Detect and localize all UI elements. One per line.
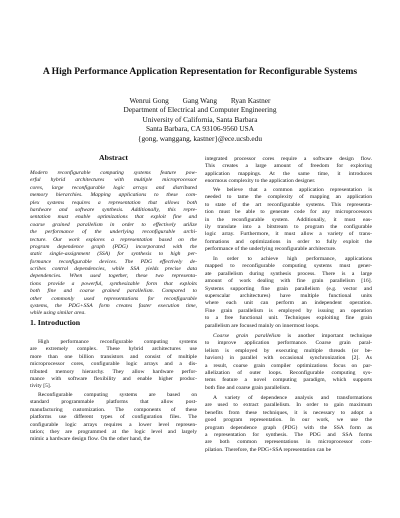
text-line: static single-assignment (SSA) for synthesis to high per- — [30, 251, 197, 258]
text-line: scribes control dependencies, while SSA yields precise data — [30, 266, 197, 273]
text-line: tation; they are programmed at the logic level and largely — [30, 428, 197, 435]
text-line: standard programmable platforms that allow post- — [30, 399, 197, 406]
text-line: A variety of dependence analysis and transformations — [213, 395, 372, 401]
text-line: This creates a large amount of freedom for exploring — [205, 163, 372, 170]
text-line: erful hybrid architectures with multiple microprocessor — [30, 177, 197, 184]
text-line: mance with software flexibility and enable higher produc- — [30, 375, 197, 382]
text-line: tion must be able to generate code for any microprocessors — [205, 209, 372, 216]
text-line: ily translate into a bitstream to program the configurable — [205, 223, 372, 230]
text-line: needed to tame the complexity of mapping an application — [205, 194, 372, 201]
author-email: {gong, wanggang, kastner}@ece.ucsb.edu — [138, 133, 262, 143]
author-block — [0, 96, 400, 143]
text-line: logic array. Furthermore, it must allow a variety of trans- — [205, 231, 372, 238]
text-line: integrated processor cores require a software design flow. — [205, 156, 372, 162]
abstract-text — [30, 170, 197, 318]
text-line: tems feature a novel computing paradigm, which supports — [205, 377, 372, 384]
paper-title: A High Performance Application Representation for Reconfigurable Systems — [42, 66, 358, 77]
right-paragraph-1 — [205, 156, 372, 186]
text-line: tions provide a powerful, synthesizable form that exploits — [30, 280, 197, 287]
text-line: ate parallelism during synthesis process. There is a large — [205, 270, 372, 277]
text-line: are used to extract parallelism. In order to gain maximum — [205, 402, 372, 409]
text-line: mapped to reconfigurable computing systems must gener- — [205, 263, 372, 270]
text-line: plex systems requires a representation that allows both — [30, 199, 197, 206]
text-line: Modern reconfigurable computing systems feature pow- — [30, 170, 197, 176]
author-names — [0, 96, 400, 105]
right-paragraph-2 — [205, 187, 372, 254]
text-line: where each unit can perform an independent operation. — [205, 300, 372, 307]
text-line: amount of work dealing with fine grain parallelism [16]. — [205, 278, 372, 285]
text-line: microprocessor cores, configurable logic arrays and a dis- — [30, 361, 197, 368]
text-line: allelization of outer loops. Reconfigurable computing sys- — [205, 369, 372, 376]
text-line: mimic a hardware design flow. On the other hand, the — [30, 436, 151, 443]
abstract-heading: Abstract — [98, 153, 128, 162]
text-line: memory hierarchies. Mapping applications to these com- — [30, 192, 197, 199]
text-line: platforms use different types of configuration files. The — [30, 414, 197, 421]
author-name: Ryan Kastner — [230, 96, 271, 105]
text-line: tecture. Our work explores a representation based on the — [30, 236, 197, 243]
text-line: dependencies. When used together, these two representa- — [30, 273, 197, 280]
text-line: other commonly used representations for reconfigurable — [30, 295, 197, 302]
text-line: Coarse grain parallelism is another important technique — [213, 333, 372, 339]
text-line: haviors) in parallel with occasional synchronization [2]. As — [205, 355, 372, 362]
text-line: Systems supporting fine grain parallelism (e.g. vector and — [205, 285, 372, 292]
text-line: performance of the underlying reconfigurable architecture. — [205, 246, 337, 253]
text-line: are both common representations in microprocessor com- — [205, 439, 372, 446]
text-line: Fine grain parallelism is employed by issuing an operation — [205, 307, 372, 314]
text-line: program dependence graph (PDG) incorporated with the — [30, 243, 197, 250]
text-line: formations and optimizations in order to fully exploit the — [205, 238, 372, 245]
text-line: tivity [5]. — [30, 383, 52, 390]
right-paragraph-3 — [205, 256, 372, 330]
text-line: superscalar architectures) have multiple functional units — [205, 292, 372, 299]
author-address: Santa Barbara, CA 93106-9560 USA — [145, 124, 255, 134]
intro-paragraph-1 — [30, 339, 197, 391]
right-paragraph-5 — [205, 395, 372, 454]
text-line: both fine and coarse grained parallelism. Compared to — [30, 288, 197, 295]
text-line: cores, large reconfigurable logic arrays and distributed — [30, 184, 197, 191]
text-line: hardware and software synthesis. Additionally, this repre- — [30, 206, 197, 213]
text-line: a representation for synthesis. The PDG and SSA forms — [205, 431, 372, 438]
text-line: sentation must enable optimizations that exploit fine and — [30, 214, 197, 221]
text-line: a result, coarse grain compiler optimizations focus on par- — [205, 362, 372, 369]
text-line: coarse grained parallelism in order to effectively utilize — [30, 221, 197, 228]
text-line: more than one billion transistors and consist of multiple — [30, 353, 197, 360]
text-line: configurable logic arrays requires a lower level represen- — [30, 421, 197, 428]
text-line: manufacturing customization. The components of these — [30, 406, 197, 413]
text-line: enormous complexity to the application designer. — [205, 178, 316, 185]
introduction-heading: 1. Introduction — [30, 318, 81, 327]
author-department: Department of Electrical and Computer Engineering — [123, 105, 277, 115]
text-line: application mappings. At the same time, it introduces — [205, 170, 372, 177]
text-line: tributed memory hierarchy. They allow hardware perfor- — [30, 368, 197, 375]
right-paragraph-4 — [205, 333, 372, 392]
text-line: We believe that a common application representation is — [213, 187, 372, 193]
text-line: In order to achieve high performance, applications — [213, 256, 372, 262]
author-name: Wenrui Gong — [129, 96, 169, 105]
text-line: in the reconfigurable system. Additionally, it must eas- — [205, 216, 372, 223]
text-line: systems, the PDG+SSA form creates faster execution time, — [30, 303, 197, 310]
text-line: both fine and coarse grain parallelism. — [205, 384, 291, 391]
text-line: are extremely complex. These hybrid architectures use — [30, 346, 197, 353]
text-line: lelism is employed by executing multiple threads (or be- — [205, 347, 372, 354]
text-line: while using similar area. — [30, 310, 86, 317]
text-line: the performance of the underlying reconfigurable archi- — [30, 229, 197, 236]
text-line: to improve application performance. Coarse grain paral- — [205, 340, 372, 347]
text-line: to a free functional unit. Techniques exploiting fine grain — [205, 315, 372, 322]
text-line: High performance reconfigurable computing systems — [38, 339, 197, 345]
text-line: pilation. Therefore, the PDG+SSA representation can be — [205, 446, 332, 453]
author-name: Gang Wang — [182, 96, 218, 105]
text-line: parallelism are focused mainly on innermost loops. — [205, 322, 320, 329]
text-line: to state of the art reconfigurable systems. This representa- — [205, 201, 372, 208]
text-line: Reconfigurable computing systems are based on — [38, 392, 197, 398]
text-line: benefits from these techniques, it is necessary to adopt a — [205, 409, 372, 416]
intro-paragraph-2 — [30, 392, 197, 444]
author-university: University of California, Santa Barbara — [142, 114, 258, 124]
text-line: program dependence graph (PDG) with the SSA form as — [205, 424, 372, 431]
text-line: formance reconfigurable devices. The PDG effectively de- — [30, 258, 197, 265]
text-line: good program representation. In our work, we use the — [205, 417, 372, 424]
